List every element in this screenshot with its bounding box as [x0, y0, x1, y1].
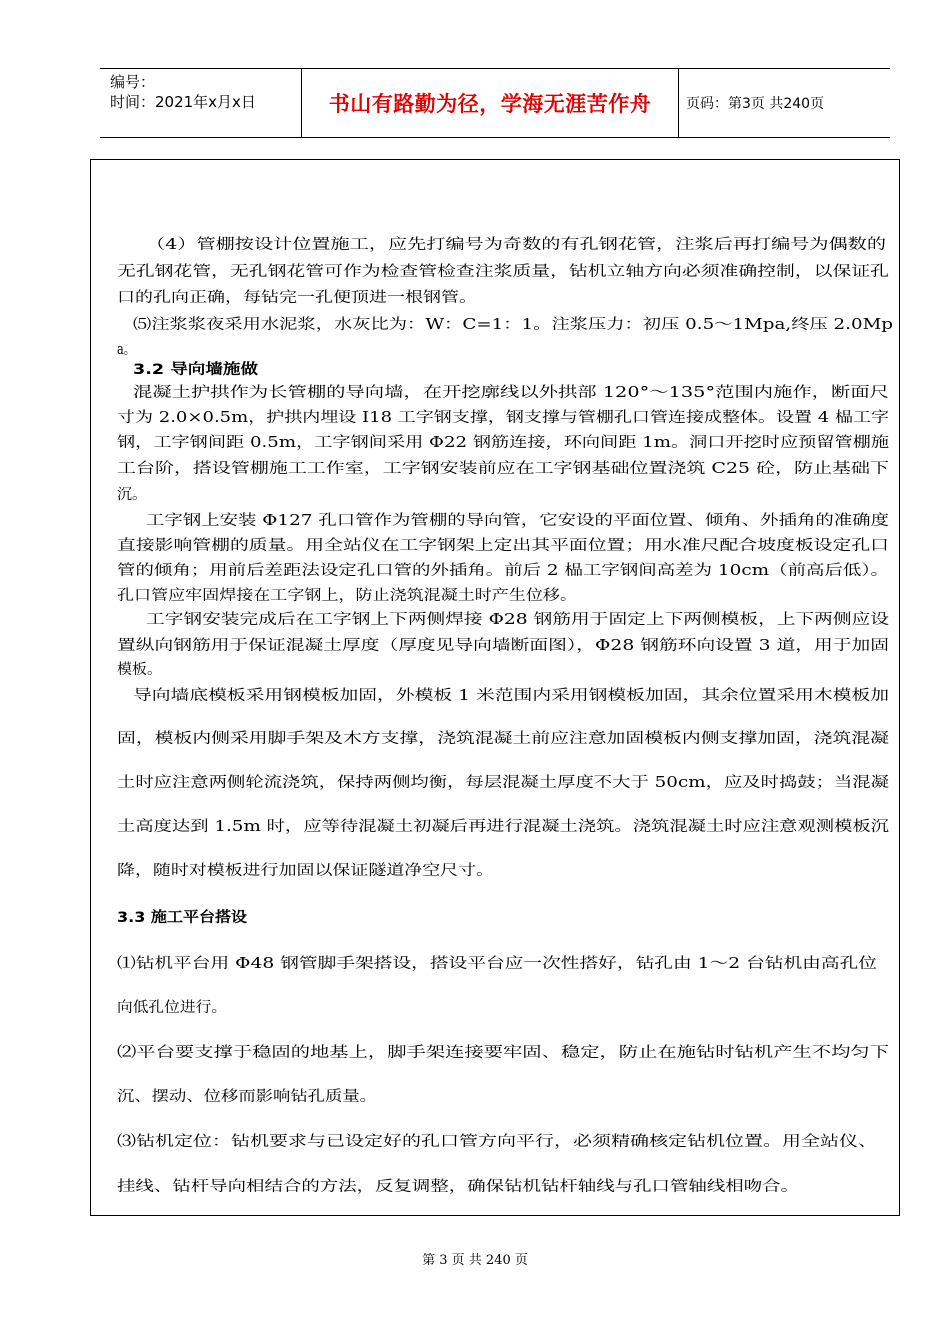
- text-line: 钢，工字钢间距 0.5m，工字钢间采用 Φ22 钢筋连接，环向间距 1m。洞口开挖时应预留管棚施: [117, 435, 889, 451]
- text-line: ⑸注浆浆夜采用水泥浆，水灰比为：W：C=1：1。注浆压力：初压 0.5～1Mpa,终压 2.0Mp: [133, 317, 893, 333]
- text-line: 无孔钢花管，无孔钢花管可作为检查管检查注浆质量，钻机立轴方向必须准确控制，以保证孔: [117, 264, 889, 280]
- text-line: （4）管棚按设计位置施工，应先打编号为奇数的有孔钢花管，注浆后再打编号为偶数的: [146, 237, 886, 253]
- text-line: 口的孔向正确，每钻完一孔便顶进一根钢管。: [117, 290, 477, 306]
- text-line: 寸为 2.0×0.5m，护拱内埋设 I18 工字钢支撑，钢支撑与管棚孔口管连接成整体。设置 4 榀工字: [117, 410, 889, 426]
- text-line: 降，随时对模板进行加固以保证隧道净空尺寸。: [117, 863, 494, 879]
- text-line: 土时应注意两侧轮流浇筑，保持两侧均衡，每层混凝土厚度不大于 50cm，应及时捣鼓；当混凝: [117, 775, 889, 791]
- text-line: 工字钢安装完成后在工字钢上下两侧焊接 Φ28 钢筋用于固定上下两侧模板，上下两侧应设: [146, 612, 889, 628]
- header-motto-cell: [301, 69, 679, 137]
- section-heading: 3.3 施工平台搭设: [117, 910, 247, 926]
- text-line: ⑴钻机平台用 Φ48 钢管脚手架搭设，搭设平台应一次性搭好，钻孔由 1～2 台钻机由高孔位: [117, 956, 877, 972]
- page-footer: 第 3 页 共 240 页: [422, 1253, 528, 1268]
- text-line: 直接影响管棚的质量。用全站仪在工字钢架上定出其平面位置；用水准尺配合坡度板设定孔口: [117, 538, 889, 554]
- text-line: 挂线、钻杆导向相结合的方法，反复调整，确保钻机钻杆轴线与孔口管轴线相吻合。: [117, 1179, 799, 1195]
- text-line: 混凝土护拱作为长管棚的导向墙，在开挖廓线以外拱部 120°～135°范围内施作，断面尺: [133, 385, 889, 401]
- header-page-cell: [680, 69, 890, 137]
- text-line: a。: [117, 342, 135, 358]
- text-line: 模板。: [117, 662, 162, 678]
- page-info: 页码：第3页 共240页: [686, 96, 825, 112]
- time-label: 时间：2021年x月x日: [110, 93, 256, 111]
- section-heading: 3.2 导向墙施做: [133, 362, 258, 378]
- motto: 书山有路勤为径，学海无涯苦作舟: [328, 92, 652, 116]
- text-line: 管的倾角；用前后差距法设定孔口管的外插角。前后 2 榀工字钢间高差为 10cm（前高后低）。: [117, 563, 890, 579]
- text-line: 固，模板内侧采用脚手架及木方支撑，浇筑混凝土前应注意加固模板内侧支撑加固，浇筑混凝: [117, 731, 889, 747]
- text-line: 沉、摆动、位移而影响钻孔质量。: [117, 1089, 377, 1105]
- header-meta: [100, 69, 301, 137]
- text-line: ⑶钻机定位：钻机要求与已设定好的孔口管方向平行，必须精确核定钻机位置。用全站仪、: [117, 1134, 877, 1150]
- text-line: 工字钢上安装 Φ127 孔口管作为管棚的导向管，它安设的平面位置、倾角、外插角的准确度: [146, 513, 889, 529]
- page-header: [100, 68, 890, 138]
- text-line: ⑵平台要支撑于稳固的地基上，脚手架连接要牢固、稳定，防止在施钻时钻机产生不均匀下: [117, 1045, 890, 1061]
- text-line: 工台阶，搭设管棚施工工作室，工字钢安装前应在工字钢基础位置浇筑 C25 砼，防止基础下: [117, 461, 889, 477]
- text-line: 向低孔位进行。: [117, 1000, 227, 1016]
- text-line: 沉。: [117, 487, 147, 503]
- text-line: 孔口管应牢固焊接在工字钢上，防止浇筑混凝土时产生位移。: [117, 588, 577, 604]
- number-label: 编号：: [110, 73, 156, 91]
- text-line: 土高度达到 1.5m 时，应等待混凝土初凝后再进行混凝土浇筑。浇筑混凝土时应注意观测模板沉: [117, 819, 889, 835]
- text-line: 置纵向钢筋用于保证混凝土厚度（厚度见导向墙断面图），Φ28 钢筋环向设置 3 道，用于加固: [117, 638, 889, 654]
- text-line: 导向墙底模板采用钢模板加固，外模板 1 米范围内采用钢模板加固，其余位置采用木模板加: [133, 688, 889, 704]
